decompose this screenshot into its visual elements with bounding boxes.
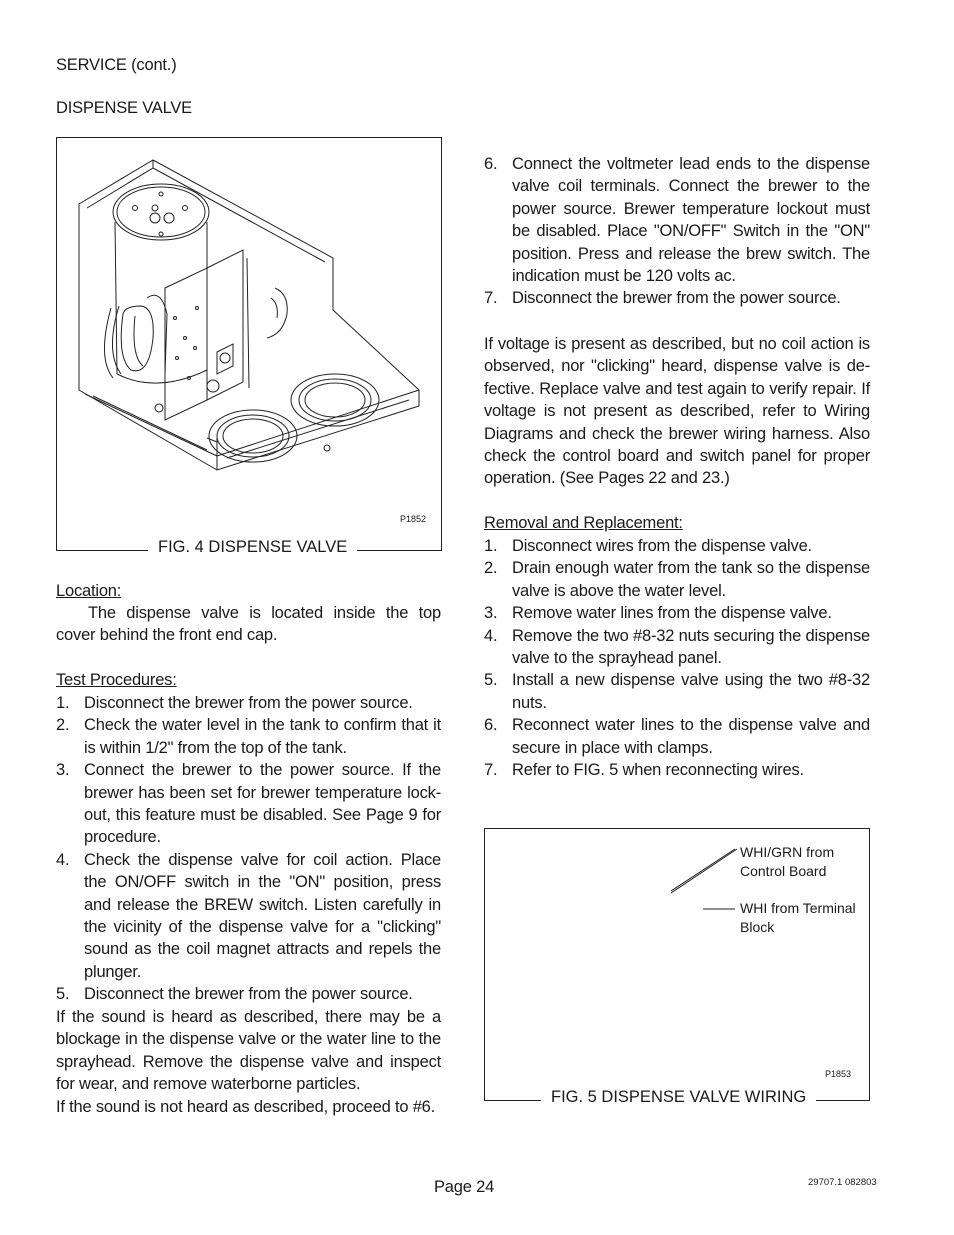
wire-label-whi-grn: WHI/GRN from Control Board xyxy=(740,844,835,879)
fig5-code: P1853 xyxy=(825,1069,852,1079)
page-number: Page 24 xyxy=(434,1178,495,1196)
fig5-box xyxy=(484,828,870,1101)
list-item: 6. Connect the voltmeter lead ends to the dispense valve coil terminals. Connect the brewer to the power source. Brewer temperature lockout must be disabled. Place "ON/OFF" Switch in the "ON" position. Press and release the brew switch. The indication must be 120 volts ac. xyxy=(484,155,870,286)
list-item: 3. Connect the brewer to the power source. If the brewer has been set for brewer temperature lock-out, this feature must be disabled. See Page 9 for procedure. xyxy=(56,761,441,847)
paragraph-voltage: If voltage is present as described, but no coil action is observed, nor "clicking" heard, dispense valve is de-fective. Replace valve and test again to verify repair. If voltage is not present as described, refer to Wiring Diagrams and check the brewer wiring harness. Also check the control board and switch panel for proper operation. (See Pages 22 and 23.) xyxy=(484,335,870,488)
section-title: SERVICE (cont.) xyxy=(56,56,177,74)
list-item: 5. Disconnect the brewer from the power source. xyxy=(56,985,413,1004)
test-heading: Test Procedures: xyxy=(56,671,177,689)
removal-steps-list xyxy=(484,535,870,781)
list-item: 2. Check the water level in the tank to confirm that it is within 1/2" from the top of the tank. xyxy=(56,716,441,757)
document-code: 29707.1 082803 xyxy=(808,1177,877,1188)
fig4-box xyxy=(56,137,442,551)
wire-label-whi: WHI from Terminal Block xyxy=(740,900,856,935)
list-item: 2. Drain enough water from the tank so the dispense valve is above the water level. xyxy=(484,559,870,600)
removal-heading: Removal and Replacement: xyxy=(484,514,683,532)
list-item: 4. Remove the two #8-32 nuts securing the dispense valve to the sprayhead panel. xyxy=(484,626,870,668)
location-text: The dispense valve is located inside the top cover behind the front end cap. xyxy=(56,604,441,645)
location-heading: Location: xyxy=(56,582,122,600)
list-item: 4. Check the dispense valve for coil action. Place the ON/OFF switch in the "ON" position, press and release the BREW switch. Listen carefully in the vicinity of the dispense valve for a "clicking" sound as the coil magnet attracts and repels the plunger. xyxy=(56,850,441,981)
list-item: 1. Disconnect wires from the dispense valve. xyxy=(484,537,812,555)
subsection-title: DISPENSE VALVE xyxy=(56,99,192,117)
paragraph-sound-heard: If the sound is heard as described, there may be a blockage in the dispense valve or the water line to the sprayhead. Remove the dispense valve and inspect for wear, and remove waterborne particles. xyxy=(56,1008,441,1094)
fig4-caption: FIG. 4 DISPENSE VALVE xyxy=(148,538,357,557)
list-item: 3. Remove water lines from the dispense valve. xyxy=(484,604,832,623)
paragraph-sound-not-heard: If the sound is not heard as described, proceed to #6. xyxy=(56,1098,436,1116)
test-steps-list xyxy=(56,692,441,1006)
list-item: 6. Reconnect water lines to the dispense valve and secure in place with clamps. xyxy=(484,716,870,757)
test-steps-cont-list xyxy=(484,153,870,310)
list-item: 7. Refer to FIG. 5 when reconnecting wires. xyxy=(484,761,804,780)
fig5-caption: FIG. 5 DISPENSE VALVE WIRING xyxy=(541,1088,816,1107)
list-item: 5. Install a new dispense valve using the two #8-32 nuts. xyxy=(484,671,870,712)
list-item: 7. Disconnect the brewer from the power source. xyxy=(484,289,841,308)
fig4-code: P1852 xyxy=(400,514,427,524)
list-item: 1. Disconnect the brewer from the power source. xyxy=(56,694,413,712)
dispense-valve-illustration xyxy=(57,138,441,550)
